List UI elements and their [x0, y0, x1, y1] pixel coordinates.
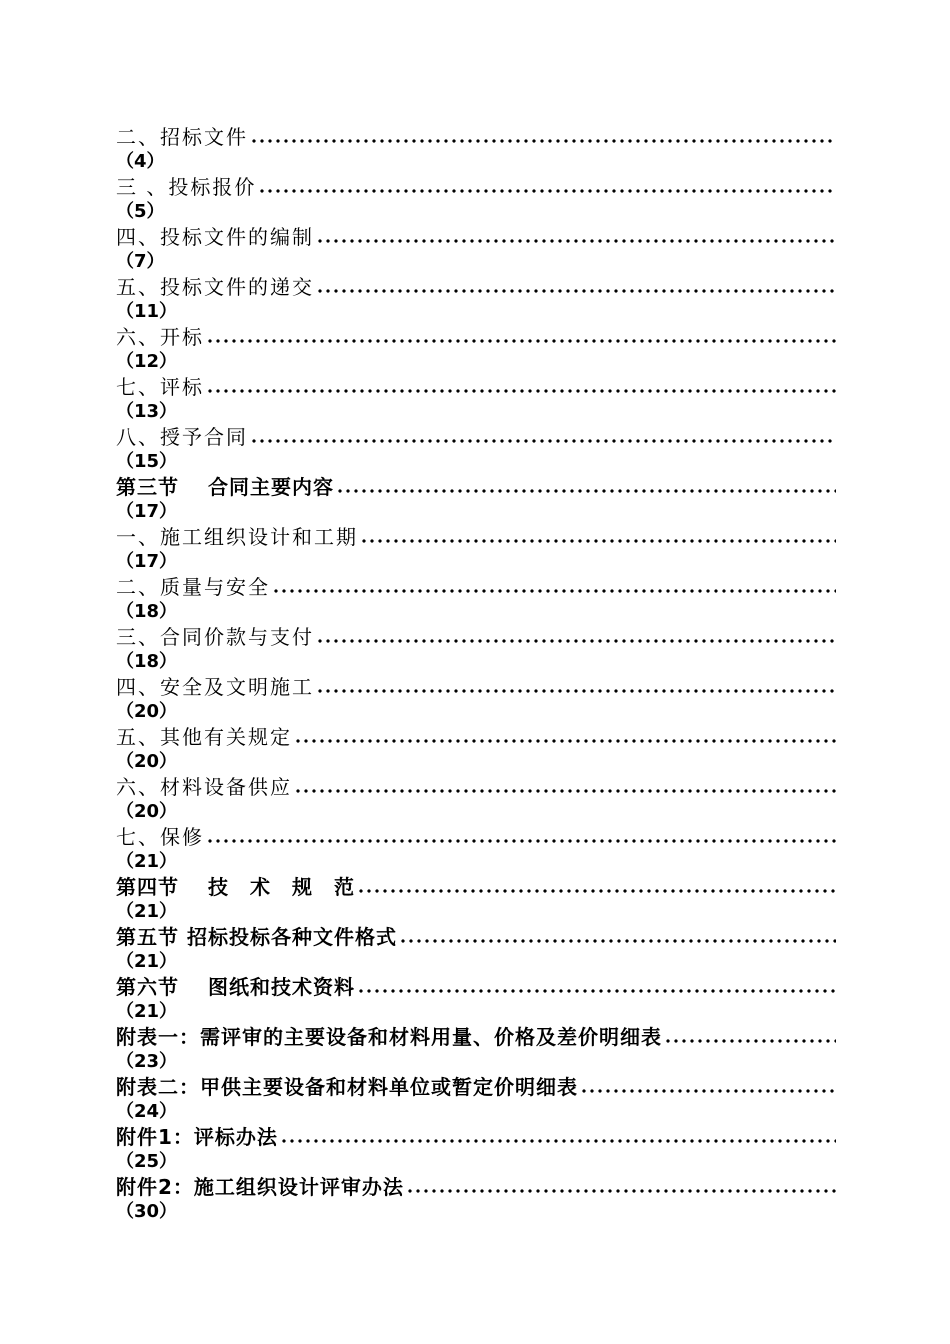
toc-entry[interactable]	[116, 1074, 836, 1124]
toc-entry-page-number: （7）	[116, 251, 165, 272]
toc-entry-line	[116, 624, 836, 650]
toc-entry-title: 三 、投标报价	[116, 175, 257, 199]
toc-entry-title: 附件1：评标办法	[116, 1125, 278, 1149]
toc-entry-page-number: （4）	[116, 151, 165, 172]
toc-entry-line	[116, 174, 836, 200]
dot-leader	[358, 524, 836, 550]
toc-entry-page-number: （21）	[116, 851, 178, 872]
toc-entry-page-number: （17）	[116, 551, 178, 572]
toc-entry[interactable]	[116, 424, 836, 474]
toc-entry[interactable]	[116, 824, 836, 874]
table-of-contents	[116, 124, 836, 1224]
toc-entry-page-number: （20）	[116, 701, 178, 722]
dot-leader	[204, 824, 836, 850]
toc-entry-title: 附表二：甲供主要设备和材料单位或暂定价明细表	[116, 1075, 578, 1099]
dot-leader	[314, 274, 836, 300]
toc-entry-page-number: （21）	[116, 901, 178, 922]
toc-entry-line	[116, 274, 836, 300]
toc-entry-title: 七、保修	[116, 825, 204, 849]
dot-leader	[314, 674, 836, 700]
toc-entry-title: 六、材料设备供应	[116, 775, 292, 799]
toc-entry-page-number: （20）	[116, 801, 178, 822]
toc-entry[interactable]	[116, 474, 836, 524]
toc-entry-page-number: （5）	[116, 201, 165, 222]
toc-entry-title: 五、投标文件的递交	[116, 275, 314, 299]
toc-entry-title: 第五节 招标投标各种文件格式	[116, 925, 397, 949]
toc-entry-page-number: （17）	[116, 501, 178, 522]
toc-entry-title: 附表一：需评审的主要设备和材料用量、价格及差价明细表	[116, 1025, 662, 1049]
toc-entry-line	[116, 124, 836, 150]
dot-leader	[248, 424, 836, 450]
dot-leader	[355, 874, 836, 900]
dot-leader	[256, 174, 836, 200]
toc-entry[interactable]	[116, 674, 836, 724]
toc-entry[interactable]	[116, 574, 836, 624]
dot-leader	[314, 224, 836, 250]
toc-entry-line	[116, 374, 836, 400]
toc-entry-title: 六、开标	[116, 325, 204, 349]
dot-leader	[248, 124, 836, 150]
toc-entry-title: 八、授予合同	[116, 425, 248, 449]
dot-leader	[397, 924, 836, 950]
dot-leader	[292, 724, 836, 750]
toc-entry-title: 二、招标文件	[116, 125, 248, 149]
dot-leader	[334, 474, 836, 500]
toc-entry-page-number: （23）	[116, 1051, 178, 1072]
toc-entry-page-number: （11）	[116, 301, 178, 322]
toc-entry-title: 三、合同价款与支付	[116, 625, 314, 649]
toc-entry-page-number: （12）	[116, 351, 178, 372]
toc-entry[interactable]	[116, 524, 836, 574]
toc-entry-line	[116, 974, 836, 1000]
toc-entry-page-number: （13）	[116, 401, 178, 422]
toc-entry[interactable]	[116, 1124, 836, 1174]
toc-entry-title: 七、评标	[116, 375, 204, 399]
dot-leader	[204, 324, 836, 350]
toc-entry[interactable]	[116, 724, 836, 774]
toc-entry-page-number: （24）	[116, 1101, 178, 1122]
dot-leader	[404, 1174, 836, 1200]
toc-entry-title: 第三节 合同主要内容	[116, 475, 334, 499]
toc-entry[interactable]	[116, 174, 836, 224]
toc-entry-page-number: （20）	[116, 751, 178, 772]
toc-entry-line	[116, 324, 836, 350]
dot-leader	[278, 1124, 836, 1150]
toc-entry[interactable]	[116, 224, 836, 274]
toc-entry[interactable]	[116, 374, 836, 424]
toc-entry-page-number: （15）	[116, 451, 178, 472]
toc-entry-page-number: （30）	[116, 1201, 178, 1222]
toc-entry-title: 二、质量与安全	[116, 575, 270, 599]
dot-leader	[355, 974, 836, 1000]
toc-entry-title: 五、其他有关规定	[116, 725, 292, 749]
toc-entry-line	[116, 1024, 836, 1050]
toc-entry-title: 第四节 技 术 规 范	[116, 875, 355, 899]
toc-entry-title: 第六节 图纸和技术资料	[116, 975, 355, 999]
toc-entry[interactable]	[116, 974, 836, 1024]
toc-entry-line	[116, 674, 836, 700]
dot-leader	[578, 1074, 836, 1100]
toc-entry[interactable]	[116, 624, 836, 674]
toc-entry-line	[116, 224, 836, 250]
toc-entry-line	[116, 474, 836, 500]
toc-entry-page-number: （18）	[116, 651, 178, 672]
toc-entry-title: 一、施工组织设计和工期	[116, 525, 358, 549]
toc-entry[interactable]	[116, 324, 836, 374]
toc-entry-line	[116, 1174, 836, 1200]
toc-entry-line	[116, 824, 836, 850]
toc-entry[interactable]	[116, 124, 836, 174]
toc-entry-line	[116, 524, 836, 550]
toc-entry[interactable]	[116, 1024, 836, 1074]
toc-entry-line	[116, 424, 836, 450]
toc-entry[interactable]	[116, 774, 836, 824]
toc-entry-title: 四、投标文件的编制	[116, 225, 314, 249]
toc-entry[interactable]	[116, 924, 836, 974]
toc-entry-line	[116, 924, 836, 950]
dot-leader	[270, 574, 836, 600]
toc-entry-title: 四、安全及文明施工	[116, 675, 314, 699]
toc-entry-page-number: （18）	[116, 601, 178, 622]
dot-leader	[314, 624, 836, 650]
dot-leader	[292, 774, 836, 800]
toc-entry-line	[116, 1074, 836, 1100]
dot-leader	[662, 1024, 836, 1050]
toc-entry[interactable]	[116, 874, 836, 924]
dot-leader	[204, 374, 836, 400]
toc-entry-line	[116, 574, 836, 600]
toc-entry-line	[116, 724, 836, 750]
toc-entry-title: 附件2：施工组织设计评审办法	[116, 1175, 404, 1199]
toc-entry-line	[116, 774, 836, 800]
toc-entry[interactable]	[116, 274, 836, 324]
toc-entry[interactable]	[116, 1174, 836, 1224]
toc-entry-line	[116, 1124, 836, 1150]
toc-entry-page-number: （21）	[116, 951, 178, 972]
toc-entry-page-number: （25）	[116, 1151, 178, 1172]
toc-entry-line	[116, 874, 836, 900]
toc-entry-page-number: （21）	[116, 1001, 178, 1022]
